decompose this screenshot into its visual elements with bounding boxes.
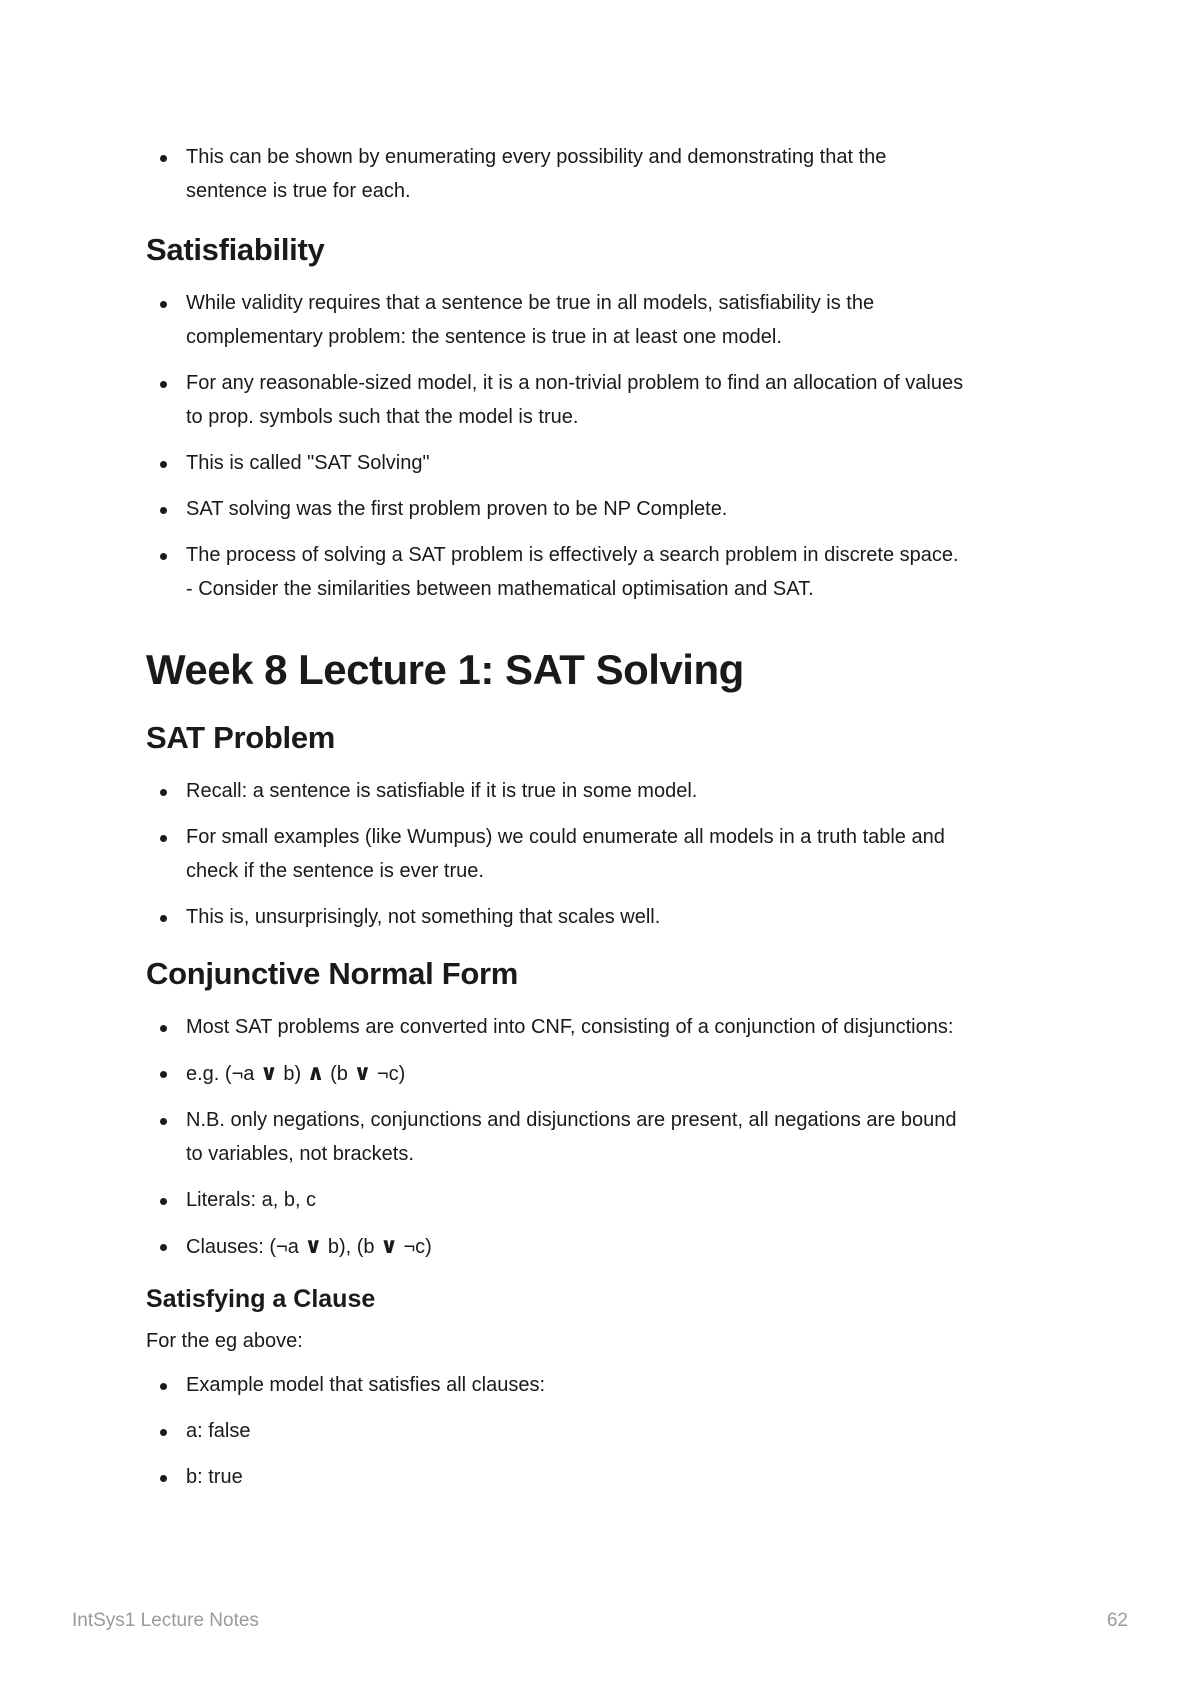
list-item: [146, 1229, 1066, 1264]
text: b), (b: [322, 1236, 381, 1258]
line: This is, unsurprisingly, not something that scales well.: [186, 906, 661, 928]
line: Recall: a sentence is satisfiable if it is true in some model.: [186, 780, 698, 802]
list-item: [146, 286, 1066, 354]
text: ¬c): [397, 1236, 432, 1258]
line: For any reasonable-sized model, it is a non-trivial problem to find an allocation of values: [186, 372, 964, 394]
list-item: [146, 820, 1066, 888]
line: Most SAT problems are converted into CNF, consisting of a conjunction of disjunctions:: [186, 1016, 954, 1038]
or-symbol: ∨: [380, 1233, 398, 1258]
heading-satisfying-clause: Satisfying a Clause: [146, 1285, 376, 1313]
line: complementary problem: the sentence is true in at least one model.: [186, 326, 782, 348]
satisfying-clause-list: [146, 1368, 1066, 1494]
line: sentence is true for each.: [186, 180, 411, 202]
and-symbol: ∧: [306, 1060, 325, 1085]
list-item: [146, 1414, 1066, 1448]
list-item: [146, 446, 1066, 480]
line: to variables, not brackets.: [186, 1143, 414, 1165]
line: Literals: a, b, c: [186, 1189, 317, 1211]
line: check if the sentence is ever true.: [186, 860, 484, 882]
text: (b: [324, 1063, 354, 1085]
list-item: [146, 1103, 1066, 1171]
top-list: [146, 140, 1066, 208]
line: The process of solving a SAT problem is effectively a search problem in discrete space.: [186, 544, 959, 566]
line: SAT solving was the first problem proven to be NP Complete.: [186, 498, 728, 520]
list-item: [146, 366, 1066, 434]
list-item: [146, 140, 1066, 208]
list-item: [146, 774, 1066, 808]
list-item: [146, 1460, 1066, 1494]
or-symbol: ∨: [304, 1233, 323, 1258]
line: For small examples (like Wumpus) we could enumerate all models in a truth table and: [186, 826, 945, 848]
text: b): [277, 1063, 307, 1085]
or-symbol: ∨: [353, 1060, 372, 1085]
list-item: [146, 900, 1066, 934]
text: e.g. (¬a: [186, 1063, 260, 1085]
satisfiability-list: [146, 286, 1066, 606]
footer-title: IntSys1 Lecture Notes: [72, 1610, 259, 1631]
heading-sat-problem: SAT Problem: [146, 720, 336, 755]
page-content: [146, 140, 1066, 1506]
line: - Consider the similarities between mathematical optimisation and SAT.: [186, 578, 814, 600]
line: While validity requires that a sentence be true in all models, satisfiability is the: [186, 292, 875, 314]
or-symbol: ∨: [259, 1060, 278, 1085]
sat-problem-list: [146, 774, 1066, 934]
list-item: [146, 1368, 1066, 1402]
text: ¬c): [371, 1063, 406, 1085]
text: Clauses: (¬a: [186, 1236, 305, 1258]
week8-title: Week 8 Lecture 1: SAT Solving: [146, 646, 744, 693]
list-item: [146, 492, 1066, 526]
intro-text: For the eg above:: [146, 1330, 303, 1352]
heading-satisfiability: Satisfiability: [146, 232, 325, 267]
line: This is called "SAT Solving": [186, 452, 430, 474]
list-item: [146, 538, 1066, 606]
line: b: true: [186, 1466, 243, 1488]
line: a: false: [186, 1420, 251, 1442]
page-number: 62: [1106, 1610, 1128, 1631]
list-item: [146, 1056, 1066, 1091]
line: Example model that satisfies all clauses:: [186, 1374, 546, 1396]
heading-cnf: Conjunctive Normal Form: [146, 956, 519, 991]
line: to prop. symbols such that the model is true.: [186, 406, 579, 428]
line: This can be shown by enumerating every possibility and demonstrating that the: [186, 146, 887, 168]
list-item: [146, 1183, 1066, 1217]
line: N.B. only negations, conjunctions and disjunctions are present, all negations are bound: [186, 1109, 957, 1131]
cnf-list: [146, 1010, 1066, 1264]
list-item: [146, 1010, 1066, 1044]
